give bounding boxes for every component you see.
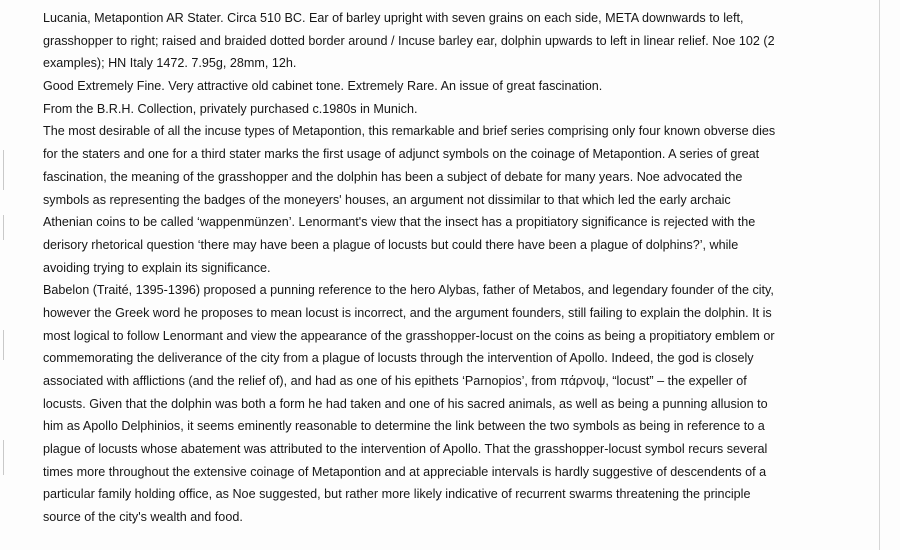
- scan-margin-mark: [3, 150, 4, 190]
- text-line: symbols as representing the badges of the moneyers' houses, an argument not dissimilar to that which led the early archaic: [43, 192, 731, 207]
- text-line: From the B.R.H. Collection, privately purchased c.1980s in Munich.: [43, 101, 418, 116]
- text-line: Babelon (Traité, 1395-1396) proposed a punning reference to the hero Alybas, father of Metabos, and legendary founder of the city,: [43, 283, 774, 298]
- text-line: The most desirable of all the incuse types of Metapontion, this remarkable and brief series comprising only four known obverse dies: [43, 124, 776, 139]
- text-line: derisory rhetorical question ‘there may have been a plague of locusts but could there have been a plague of dolphins?’, while: [43, 237, 739, 252]
- text-line: plague of locusts whose abatement was attributed to the intervention of Apollo. That the grasshopper-locust symbol recurs several: [43, 442, 768, 457]
- text-line: for the staters and one for a third stater marks the first usage of adjunct symbols on the coinage of Metapontion. A series of great: [43, 147, 760, 162]
- text-line: examples); HN Italy 1472. 7.95g, 28mm, 12h.: [43, 56, 297, 71]
- scan-margin-mark: [3, 330, 4, 360]
- text-line: most logical to follow Lenormant and view the appearance of the grasshopper-locust on the coins as being a propitiatory emblem or: [43, 328, 775, 343]
- text-line: commemorating the deliverance of the city from a plague of locusts through the intervention of Apollo. Indeed, the god is closely: [43, 351, 754, 366]
- text-line: avoiding trying to explain its significance.: [43, 260, 271, 275]
- coin-description-text: [43, 7, 863, 529]
- text-line: locusts. Given that the dolphin was both a form he had taken and one of his sacred animals, as well as being a punning allusion to: [43, 396, 768, 411]
- text-line: associated with afflictions (and the relief of), and had as one of his epithets ‘Parnopios’, from πάρνοψ, “locust” – the expeller of: [43, 374, 747, 388]
- text-line: Lucania, Metapontion AR Stater. Circa 510 BC. Ear of barley upright with seven grains on each side, META downwards to left,: [43, 11, 744, 25]
- text-line: him as Apollo Delphinios, it seems eminently reasonable to determine the link between the two symbols as being in reference to a: [43, 419, 765, 434]
- scan-margin-mark: [3, 440, 4, 475]
- scan-margin-mark: [3, 215, 4, 240]
- text-line: Athenian coins to be called ‘wappenmünzen’. Lenormant's view that the insect has a propitiatory significance is rejected with the: [43, 215, 756, 230]
- text-line: however the Greek word he proposes to mean locust is incorrect, and the argument founders, still failing to explain the dolphin. It is: [43, 305, 772, 320]
- text-line: source of the city's wealth and food.: [43, 510, 243, 525]
- text-line: Good Extremely Fine. Very attractive old cabinet tone. Extremely Rare. An issue of great fascination.: [43, 79, 603, 94]
- text-line: particular family holding office, as Noe suggested, but rather more likely indicative of recurrent swarms threatening the principle: [43, 487, 751, 502]
- scan-edge-line: [879, 0, 880, 550]
- text-line: grasshopper to right; raised and braided dotted border around / Incuse barley ear, dolphin upwards to left in linear relief. Noe 102 (2: [43, 33, 775, 48]
- text-line: fascination, the meaning of the grasshopper and the dolphin has been a subject of debate for many years. Noe advocated the: [43, 169, 743, 184]
- text-line: times more throughout the extensive coinage of Metapontion and at appreciable intervals is hardly suggestive of descendents of a: [43, 464, 767, 479]
